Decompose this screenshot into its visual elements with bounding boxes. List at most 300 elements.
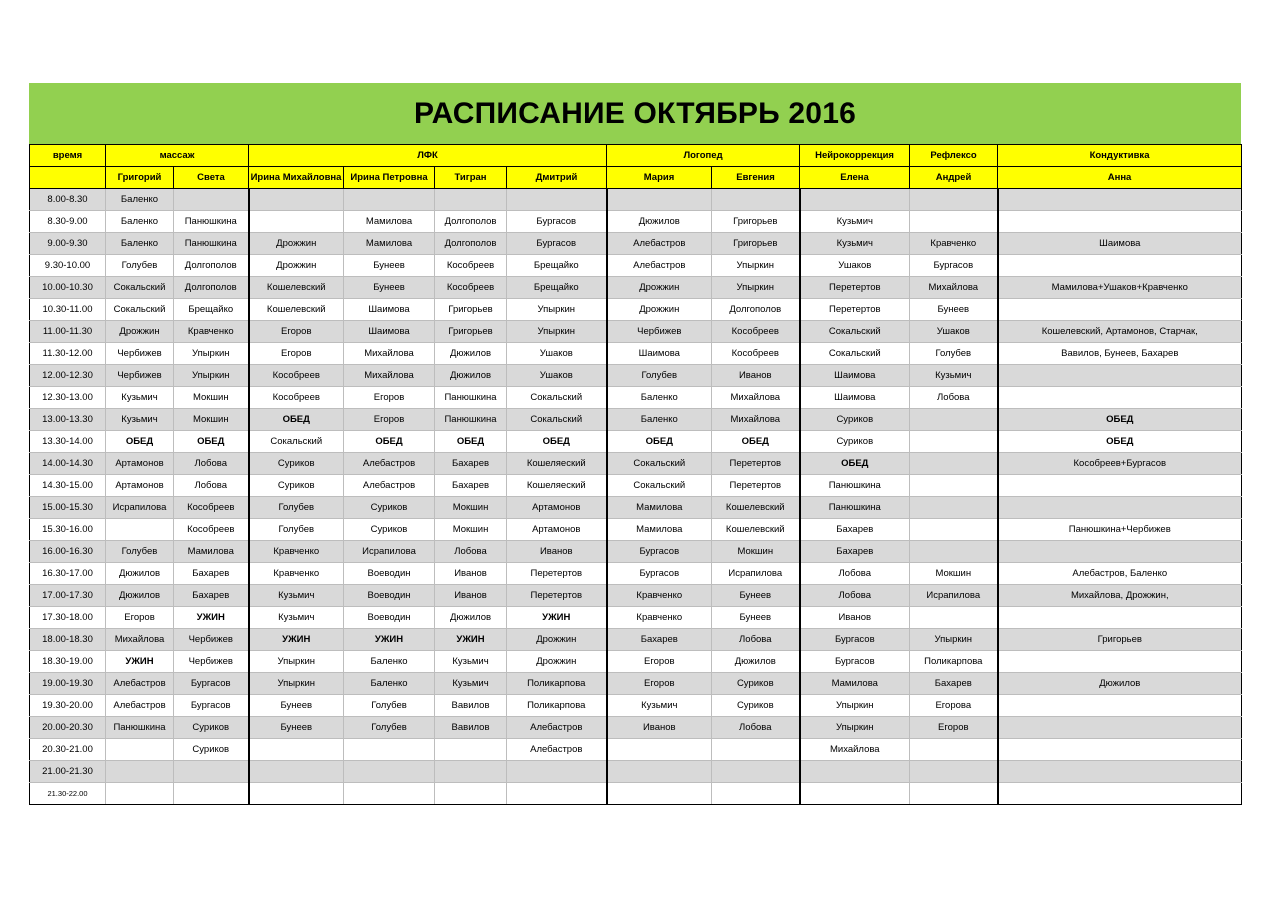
time-slot-cell: 15.30-16.00: [30, 519, 106, 541]
appointment-cell: Перетертов: [800, 299, 910, 321]
appointment-cell: Воеводин: [344, 585, 435, 607]
appointment-cell: [106, 783, 174, 805]
appointment-cell: [344, 783, 435, 805]
appointment-cell: ОБЕД: [344, 431, 435, 453]
appointment-cell: Лобова: [800, 585, 910, 607]
table-row: [30, 585, 1242, 607]
appointment-cell: Бахарев: [174, 563, 249, 585]
appointment-cell: Алебастров: [344, 475, 435, 497]
specialist-header-cell: [30, 167, 106, 189]
appointment-cell: Бахарев: [800, 541, 910, 563]
appointment-cell: ОБЕД: [435, 431, 507, 453]
time-slot-cell: 13.30-14.00: [30, 431, 106, 453]
appointment-cell: Кособреев+Бургасов: [998, 453, 1242, 475]
appointment-cell: Бахарев: [607, 629, 712, 651]
appointment-cell: [910, 541, 998, 563]
appointment-cell: Перетертов: [712, 453, 800, 475]
appointment-cell: Перетертов: [800, 277, 910, 299]
appointment-cell: Алебастров: [507, 717, 607, 739]
appointment-cell: Иванов: [607, 717, 712, 739]
appointment-cell: Суриков: [249, 475, 344, 497]
table-row: [30, 739, 1242, 761]
appointment-cell: Бунеев: [910, 299, 998, 321]
appointment-cell: Баленко: [607, 409, 712, 431]
table-row: [30, 409, 1242, 431]
table-row: [30, 717, 1242, 739]
appointment-cell: Перетертов: [712, 475, 800, 497]
appointment-cell: [998, 475, 1242, 497]
appointment-cell: Панюшкина: [435, 409, 507, 431]
appointment-cell: Кузьмич: [435, 651, 507, 673]
appointment-cell: [910, 739, 998, 761]
specialist-header-row: [30, 167, 1242, 189]
appointment-cell: Упыркин: [249, 673, 344, 695]
appointment-cell: Упыркин: [174, 365, 249, 387]
appointment-cell: Егоров: [249, 321, 344, 343]
appointment-cell: Алебастров: [106, 695, 174, 717]
appointment-cell: [435, 783, 507, 805]
appointment-cell: Упыркин: [249, 651, 344, 673]
appointment-cell: Григорьев: [435, 321, 507, 343]
appointment-cell: Егорова: [910, 695, 998, 717]
time-slot-cell: 10.00-10.30: [30, 277, 106, 299]
appointment-cell: ОБЕД: [507, 431, 607, 453]
appointment-cell: [910, 607, 998, 629]
table-row: [30, 189, 1242, 211]
appointment-cell: Упыркин: [800, 695, 910, 717]
appointment-cell: Бахарев: [800, 519, 910, 541]
appointment-cell: Дрожжин: [507, 651, 607, 673]
appointment-cell: Михайлова, Дрожжин,: [998, 585, 1242, 607]
table-row: [30, 453, 1242, 475]
appointment-cell: [998, 497, 1242, 519]
group-header-cell: Кондуктивка: [998, 145, 1242, 167]
appointment-cell: Дрожжин: [106, 321, 174, 343]
appointment-cell: Чербижев: [106, 343, 174, 365]
table-row: [30, 431, 1242, 453]
appointment-cell: Лобова: [910, 387, 998, 409]
appointment-cell: Голубев: [106, 541, 174, 563]
appointment-cell: Кошелевский: [249, 299, 344, 321]
appointment-cell: УЖИН: [106, 651, 174, 673]
appointment-cell: Мокшин: [435, 497, 507, 519]
appointment-cell: Кособреев: [712, 343, 800, 365]
appointment-cell: Упыркин: [174, 343, 249, 365]
appointment-cell: Дрожжин: [607, 299, 712, 321]
appointment-cell: Бургасов: [507, 211, 607, 233]
time-slot-cell: 12.00-12.30: [30, 365, 106, 387]
appointment-cell: Бургасов: [910, 255, 998, 277]
appointment-cell: Дюжилов: [998, 673, 1242, 695]
appointment-cell: Дрожжин: [249, 255, 344, 277]
appointment-cell: Панюшкина: [800, 497, 910, 519]
group-header-cell: Нейрокоррекция: [800, 145, 910, 167]
appointment-cell: Кузьмич: [800, 233, 910, 255]
appointment-cell: Лобова: [712, 717, 800, 739]
time-slot-cell: 21.00-21.30: [30, 761, 106, 783]
appointment-cell: Долгополов: [712, 299, 800, 321]
time-slot-cell: 9.00-9.30: [30, 233, 106, 255]
time-slot-cell: 14.30-15.00: [30, 475, 106, 497]
appointment-cell: [910, 783, 998, 805]
table-row: [30, 519, 1242, 541]
schedule-sheet: [29, 83, 1241, 805]
appointment-cell: Дюжилов: [435, 343, 507, 365]
time-slot-cell: 20.30-21.00: [30, 739, 106, 761]
appointment-cell: Мокшин: [712, 541, 800, 563]
appointment-cell: Кошеляеский: [507, 475, 607, 497]
appointment-cell: Сокальский: [507, 409, 607, 431]
appointment-cell: Мамилова: [607, 497, 712, 519]
appointment-cell: Кошеляеский: [507, 453, 607, 475]
appointment-cell: Бургасов: [174, 673, 249, 695]
appointment-cell: Ушаков: [507, 365, 607, 387]
appointment-cell: Кузьмич: [607, 695, 712, 717]
appointment-cell: Бургасов: [607, 563, 712, 585]
appointment-cell: [174, 761, 249, 783]
appointment-cell: Баленко: [607, 387, 712, 409]
appointment-cell: [910, 519, 998, 541]
table-row: [30, 629, 1242, 651]
appointment-cell: [998, 695, 1242, 717]
appointment-cell: [998, 739, 1242, 761]
appointment-cell: Сокальский: [249, 431, 344, 453]
appointment-cell: Поликарпова: [507, 695, 607, 717]
appointment-cell: [712, 189, 800, 211]
time-slot-cell: 18.00-18.30: [30, 629, 106, 651]
appointment-cell: Исрапилова: [106, 497, 174, 519]
appointment-cell: Сокальский: [106, 277, 174, 299]
appointment-cell: Упыркин: [507, 299, 607, 321]
appointment-cell: Панюшкина+Чербижев: [998, 519, 1242, 541]
appointment-cell: [106, 761, 174, 783]
appointment-cell: Голубев: [344, 695, 435, 717]
appointment-cell: Лобова: [174, 475, 249, 497]
appointment-cell: УЖИН: [344, 629, 435, 651]
appointment-cell: Упыркин: [910, 629, 998, 651]
appointment-cell: [249, 783, 344, 805]
appointment-cell: [910, 211, 998, 233]
appointment-cell: [910, 431, 998, 453]
appointment-cell: [106, 519, 174, 541]
time-slot-cell: 17.30-18.00: [30, 607, 106, 629]
group-header-cell: время: [30, 145, 106, 167]
time-slot-cell: 16.00-16.30: [30, 541, 106, 563]
appointment-cell: [174, 783, 249, 805]
appointment-cell: Вавилов: [435, 695, 507, 717]
time-slot-cell: 19.00-19.30: [30, 673, 106, 695]
appointment-cell: Кособреев: [174, 519, 249, 541]
appointment-cell: Михайлова: [712, 409, 800, 431]
appointment-cell: Панюшкина: [174, 211, 249, 233]
table-row: [30, 651, 1242, 673]
appointment-cell: УЖИН: [174, 607, 249, 629]
appointment-cell: Поликарпова: [910, 651, 998, 673]
appointment-cell: [712, 739, 800, 761]
appointment-cell: Кособреев: [712, 321, 800, 343]
appointment-cell: Суриков: [174, 717, 249, 739]
appointment-cell: Алебастров: [507, 739, 607, 761]
appointment-cell: Иванов: [800, 607, 910, 629]
appointment-cell: Кособреев: [435, 277, 507, 299]
appointment-cell: Кошелевский: [712, 519, 800, 541]
appointment-cell: Бахарев: [435, 453, 507, 475]
appointment-cell: Дюжилов: [435, 607, 507, 629]
appointment-cell: Суриков: [712, 695, 800, 717]
time-slot-cell: 20.00-20.30: [30, 717, 106, 739]
table-row: [30, 673, 1242, 695]
appointment-cell: [607, 739, 712, 761]
appointment-cell: ОБЕД: [249, 409, 344, 431]
page-title: РАСПИСАНИЕ ОКТЯБРЬ 2016: [414, 96, 856, 130]
appointment-cell: [174, 189, 249, 211]
appointment-cell: ОБЕД: [607, 431, 712, 453]
appointment-cell: [998, 717, 1242, 739]
appointment-cell: Кузьмич: [435, 673, 507, 695]
group-header-row: [30, 145, 1242, 167]
table-row: [30, 783, 1242, 805]
appointment-cell: [998, 255, 1242, 277]
appointment-cell: Мокшин: [174, 409, 249, 431]
appointment-cell: [507, 189, 607, 211]
appointment-cell: Кравченко: [910, 233, 998, 255]
time-slot-cell: 8.00-8.30: [30, 189, 106, 211]
appointment-cell: Суриков: [249, 453, 344, 475]
appointment-cell: Бунеев: [712, 607, 800, 629]
appointment-cell: Ушаков: [507, 343, 607, 365]
table-row: [30, 695, 1242, 717]
appointment-cell: Артамонов: [106, 453, 174, 475]
appointment-cell: Егоров: [344, 387, 435, 409]
appointment-cell: ОБЕД: [106, 431, 174, 453]
appointment-cell: Дюжилов: [435, 365, 507, 387]
appointment-cell: Сокальский: [507, 387, 607, 409]
table-row: [30, 365, 1242, 387]
time-slot-cell: 18.30-19.00: [30, 651, 106, 673]
appointment-cell: Суриков: [712, 673, 800, 695]
time-slot-cell: 10.30-11.00: [30, 299, 106, 321]
specialist-header-cell: Ирина Петровна: [344, 167, 435, 189]
appointment-cell: Брещайко: [507, 255, 607, 277]
specialist-header-cell: Ирина Михайловна: [249, 167, 344, 189]
table-row: [30, 299, 1242, 321]
appointment-cell: ОБЕД: [800, 453, 910, 475]
appointment-cell: Алебастров, Баленко: [998, 563, 1242, 585]
appointment-cell: Бунеев: [712, 585, 800, 607]
appointment-cell: Григорьев: [712, 211, 800, 233]
appointment-cell: Баленко: [106, 211, 174, 233]
appointment-cell: [998, 387, 1242, 409]
appointment-cell: [106, 739, 174, 761]
appointment-cell: [344, 739, 435, 761]
time-slot-cell: 11.00-11.30: [30, 321, 106, 343]
appointment-cell: [800, 189, 910, 211]
appointment-cell: [507, 783, 607, 805]
appointment-cell: Кравченко: [249, 563, 344, 585]
appointment-cell: Брещайко: [174, 299, 249, 321]
appointment-cell: Голубев: [344, 717, 435, 739]
appointment-cell: Чербижев: [607, 321, 712, 343]
table-row: [30, 277, 1242, 299]
appointment-cell: Бургасов: [174, 695, 249, 717]
appointment-cell: [607, 783, 712, 805]
time-slot-cell: 9.30-10.00: [30, 255, 106, 277]
appointment-cell: [910, 409, 998, 431]
appointment-cell: Шаимова: [800, 365, 910, 387]
appointment-cell: Кошелевский: [249, 277, 344, 299]
appointment-cell: [712, 783, 800, 805]
time-slot-cell: 8.30-9.00: [30, 211, 106, 233]
appointment-cell: Дрожжин: [607, 277, 712, 299]
appointment-cell: Долгополов: [435, 211, 507, 233]
appointment-cell: Артамонов: [507, 497, 607, 519]
appointment-cell: Дюжилов: [712, 651, 800, 673]
appointment-cell: [910, 453, 998, 475]
appointment-cell: УЖИН: [507, 607, 607, 629]
appointment-cell: Бунеев: [344, 255, 435, 277]
specialist-header-cell: Елена: [800, 167, 910, 189]
appointment-cell: Суриков: [800, 431, 910, 453]
table-row: [30, 387, 1242, 409]
appointment-cell: Кузьмич: [106, 387, 174, 409]
appointment-cell: Кособреев: [174, 497, 249, 519]
table-row: [30, 321, 1242, 343]
table-row: [30, 255, 1242, 277]
appointment-cell: Чербижев: [174, 629, 249, 651]
specialist-header-cell: Григорий: [106, 167, 174, 189]
appointment-cell: Иванов: [712, 365, 800, 387]
appointment-cell: Панюшкина: [174, 233, 249, 255]
group-header-cell: массаж: [106, 145, 249, 167]
appointment-cell: Кравченко: [607, 585, 712, 607]
appointment-cell: Мамилова: [607, 519, 712, 541]
appointment-cell: Панюшкина: [106, 717, 174, 739]
appointment-cell: Бургасов: [507, 233, 607, 255]
appointment-cell: Сокальский: [800, 321, 910, 343]
appointment-cell: Мамилова: [174, 541, 249, 563]
appointment-cell: Панюшкина: [800, 475, 910, 497]
appointment-cell: [607, 189, 712, 211]
appointment-cell: Чербижев: [106, 365, 174, 387]
appointment-cell: Бахарев: [174, 585, 249, 607]
appointment-cell: ОБЕД: [174, 431, 249, 453]
appointment-cell: Егоров: [607, 651, 712, 673]
appointment-cell: [998, 211, 1242, 233]
appointment-cell: Бахарев: [910, 673, 998, 695]
appointment-cell: Суриков: [174, 739, 249, 761]
appointment-cell: Михайлова: [800, 739, 910, 761]
appointment-cell: Упыркин: [712, 255, 800, 277]
appointment-cell: Иванов: [435, 563, 507, 585]
appointment-cell: [998, 607, 1242, 629]
table-row: [30, 475, 1242, 497]
appointment-cell: Кошелевский: [712, 497, 800, 519]
appointment-cell: Алебастров: [106, 673, 174, 695]
time-slot-cell: 16.30-17.00: [30, 563, 106, 585]
appointment-cell: [607, 761, 712, 783]
time-slot-cell: 13.00-13.30: [30, 409, 106, 431]
appointment-cell: Голубев: [249, 497, 344, 519]
appointment-cell: Григорьев: [712, 233, 800, 255]
appointment-cell: [435, 189, 507, 211]
specialist-header-cell: Евгения: [712, 167, 800, 189]
appointment-cell: Кузьмич: [249, 585, 344, 607]
appointment-cell: Мамилова: [344, 233, 435, 255]
appointment-cell: Лобова: [712, 629, 800, 651]
appointment-cell: Кравченко: [607, 607, 712, 629]
appointment-cell: Бургасов: [607, 541, 712, 563]
appointment-cell: Упыркин: [712, 277, 800, 299]
appointment-cell: [507, 761, 607, 783]
appointment-cell: Вавилов: [435, 717, 507, 739]
appointment-cell: Перетертов: [507, 563, 607, 585]
table-row: [30, 211, 1242, 233]
appointment-cell: Баленко: [344, 651, 435, 673]
appointment-cell: Мамилова+Ушаков+Кравченко: [998, 277, 1242, 299]
appointment-cell: Кравченко: [249, 541, 344, 563]
appointment-cell: Михайлова: [712, 387, 800, 409]
appointment-cell: Лобова: [174, 453, 249, 475]
appointment-cell: Бахарев: [435, 475, 507, 497]
appointment-cell: Алебастров: [607, 233, 712, 255]
appointment-cell: Иванов: [435, 585, 507, 607]
appointment-cell: Ушаков: [800, 255, 910, 277]
appointment-cell: Михайлова: [344, 343, 435, 365]
appointment-cell: Ушаков: [910, 321, 998, 343]
appointment-cell: Голубев: [607, 365, 712, 387]
appointment-cell: ОБЕД: [998, 409, 1242, 431]
appointment-cell: Егоров: [607, 673, 712, 695]
appointment-cell: Упыркин: [800, 717, 910, 739]
appointment-cell: ОБЕД: [712, 431, 800, 453]
appointment-cell: Михайлова: [106, 629, 174, 651]
table-row: [30, 497, 1242, 519]
appointment-cell: УЖИН: [435, 629, 507, 651]
appointment-cell: Суриков: [800, 409, 910, 431]
appointment-cell: [998, 189, 1242, 211]
appointment-cell: Кособреев: [249, 365, 344, 387]
appointment-cell: Шаимова: [998, 233, 1242, 255]
appointment-cell: Баленко: [106, 189, 174, 211]
time-slot-cell: 17.00-17.30: [30, 585, 106, 607]
table-row: [30, 761, 1242, 783]
appointment-cell: Лобова: [800, 563, 910, 585]
appointment-cell: Упыркин: [507, 321, 607, 343]
group-header-cell: Рефлексо: [910, 145, 998, 167]
appointment-cell: [998, 651, 1242, 673]
appointment-cell: Бургасов: [800, 651, 910, 673]
appointment-cell: УЖИН: [249, 629, 344, 651]
appointment-cell: Мамилова: [800, 673, 910, 695]
appointment-cell: Панюшкина: [435, 387, 507, 409]
specialist-header-cell: Андрей: [910, 167, 998, 189]
appointment-cell: Кузьмич: [249, 607, 344, 629]
appointment-cell: Алебастров: [607, 255, 712, 277]
time-slot-cell: 15.00-15.30: [30, 497, 106, 519]
appointment-cell: Дюжилов: [106, 563, 174, 585]
appointment-cell: [910, 189, 998, 211]
appointment-cell: Кравченко: [174, 321, 249, 343]
appointment-cell: [998, 365, 1242, 387]
appointment-cell: Голубев: [249, 519, 344, 541]
time-slot-cell: 12.30-13.00: [30, 387, 106, 409]
appointment-cell: Исрапилова: [712, 563, 800, 585]
appointment-cell: Мокшин: [910, 563, 998, 585]
appointment-cell: [998, 299, 1242, 321]
appointment-cell: Егоров: [344, 409, 435, 431]
specialist-header-cell: Света: [174, 167, 249, 189]
time-slot-cell: 14.00-14.30: [30, 453, 106, 475]
